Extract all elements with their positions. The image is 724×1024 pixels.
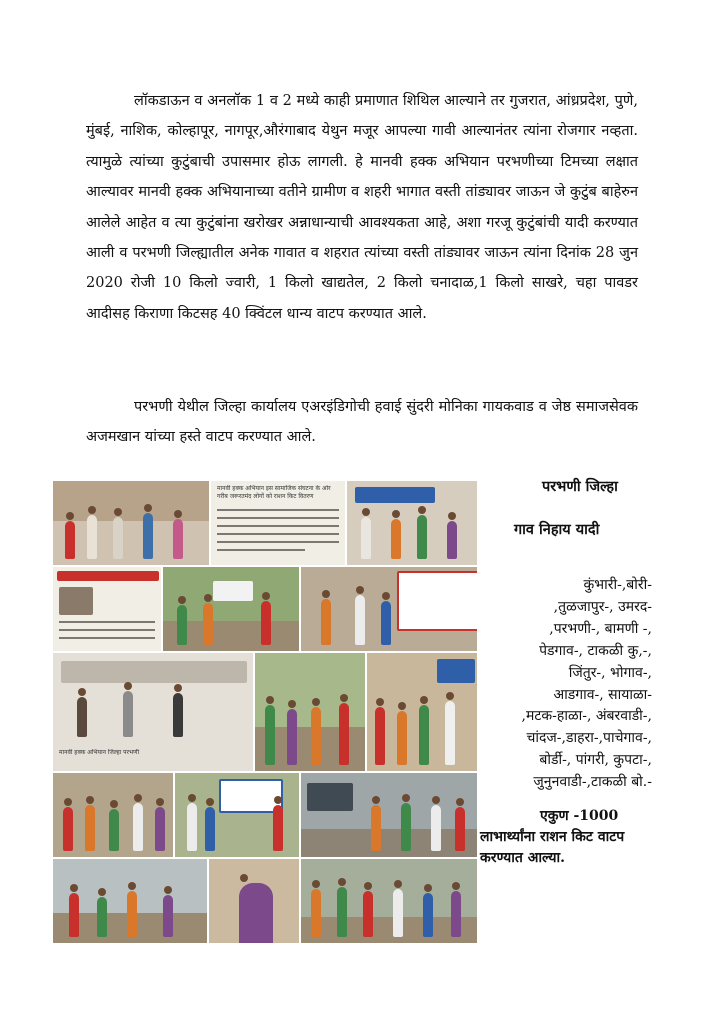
village-line: आडगाव-, सायाळा-	[553, 686, 652, 703]
village-line: जुनुनवाडी-,टाकळी बो.-	[533, 774, 652, 791]
newspaper-caption-2: मानवी हक्क अभियान जिल्हा परभणी	[59, 749, 140, 756]
photo-newspaper-clipping-3	[52, 652, 254, 772]
photo-newspaper-clipping-2	[52, 566, 162, 652]
village-line: पेडगाव-, टाकळी कु,-,	[539, 642, 652, 659]
photo-village-group-1	[52, 858, 208, 944]
photo-newspaper-clipping-1	[210, 480, 346, 566]
photo-woman-portrait	[208, 858, 300, 944]
photo-women-line	[52, 772, 174, 858]
village-line: ,परभणी-, बामणी -,	[549, 620, 652, 637]
photo-distribution-village-1	[162, 566, 300, 652]
village-line: कुंभारी-,बोरी-	[583, 577, 652, 593]
photo-distribution-village-2	[366, 652, 478, 772]
village-line: चांदज-,डाहरा-,पाचेगाव-,	[526, 730, 652, 747]
photo-street-distribution	[300, 772, 478, 858]
photo-ration-handover-2	[346, 480, 478, 566]
photo-distribution-banner	[300, 566, 478, 652]
body-paragraph-2: परभणी येथील जिल्हा कार्यालय एअरइंडिगोची हवाई सुंदरी मोनिका गायकवाड व जेष्ठ समाजसेवक अजमखान यांच्या हस्ते वाटप करण्यात आले.	[86, 399, 638, 446]
photo-collage	[52, 480, 478, 944]
village-line: बोर्डी-, पांगरी, कुपटा-,	[539, 752, 652, 769]
photo-village-group-2	[300, 858, 478, 944]
body-paragraph-1: लॉकडाऊन व अनलॉक 1 व 2 मध्ये काही प्रमाणात शिथिल आल्याने तर गुजरात, आंध्रप्रदेश, पुणे, मुंबई, नाशिक, कोल्हापूर, नागपूर,औरंगाबाद येथुन मजूर आपल्या गावी आल्यानंतर त्यांना रोजगार नव्हता. त्यामुळे त्यांच्या कुटुंबाची उपासमार होऊ लागली. हे मानवी हक्क अभियान परभणीच्या टिमच्या लक्षात आल्यावर मानवी हक्क अभियानाच्या वतीने ग्रामीण व शहरी भागात वस्ती तांड्यावर जाऊन जे कुटुंब बाहेरुन आलेले आहेत व त्या कुटुंबांना खरोखर अन्नाधान्याची आवश्यकता आहे, अशा गरजू कुटुंबांची यादी करण्यात आली व परभणी जिल्ह्यातील अनेक गावात व शहरात त्यांच्या वस्ती तांड्यावर जाऊन त्यांना दिनांक 28 जुन 2020 रोजी 10 किलो ज्वारी, 1 किलो खाद्यतेल, 2 किलो चनादाळ,1 किलो साखरे, चहा पावडर आदीसह किराणा किटसह 40 क्विंटल धान्य वाटप करण्यात आले.	[86, 93, 638, 322]
village-line: जिंतुर-, भोगाव-,	[568, 664, 652, 681]
village-line: ,मटक-हाळा-, अंबरवाडी-,	[521, 708, 652, 725]
photo-ration-handover-1	[52, 480, 210, 566]
beneficiary-total	[480, 806, 650, 869]
photo-ration-kits	[174, 772, 300, 858]
village-line: ,तुळजापुर-, उमरद-	[553, 598, 652, 615]
newspaper-caption-1: मानवी हक्क अभियान इस सामाजिक संघटना के ओर गरीब जरूरतमंद लोगों को राशन किट वितरण	[217, 485, 331, 500]
beneficiary-total-text: लाभार्थ्यांना राशन किट वाटप करण्यात आल्या.	[480, 829, 625, 866]
village-list-heading: गाव निहाय यादी	[514, 521, 600, 538]
village-list	[488, 575, 652, 794]
photo-women-queue	[254, 652, 366, 772]
beneficiary-total-number: एकुण -1000	[540, 808, 619, 824]
district-heading: परभणी जिल्हा	[542, 478, 618, 495]
